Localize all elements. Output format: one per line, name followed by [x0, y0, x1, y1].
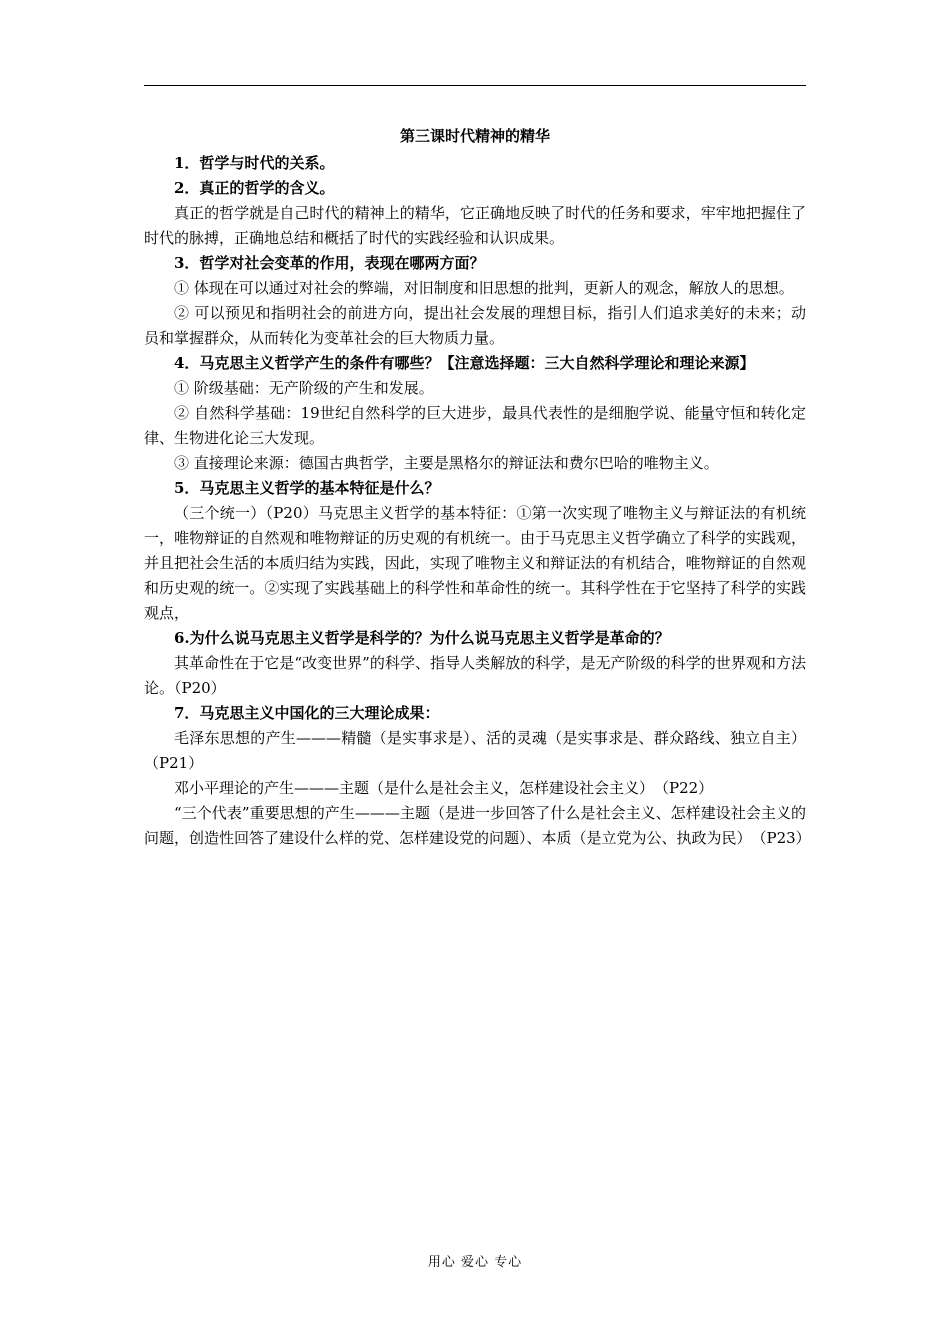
paragraph-three-represents: “三个代表”重要思想的产生———主题（是进一步回答了什么是社会主义、怎样建设社会主义的问题，创造性回答了建设什么样的党、怎样建设党的问题）、本质（是立党为公、执政为民） （P23）	[144, 804, 811, 847]
list-item: ② 可以预见和指明社会的前进方向，提出社会发展的理想目标，指引人们追求美好的未来；动员和掌握群众，从而转化为变革社会的巨大物质力量。	[144, 304, 806, 347]
paragraph-features: （三个统一）（P20）马克思主义哲学的基本特征：①第一次实现了唯物主义与辩证法的有机统一，唯物辩证的自然观和唯物辩证的历史观的有机统一。由于马克思主义哲学确立了科学的实践观，并且把社会生活的本质归结为实践，因此，实现了唯物主义和辩证法的有机结合，唯物辩证的自然观和历史观的统一。②实现了实践基础上的科学性和革命性的统一。其科学性在于它坚持了科学的实践观点，	[144, 504, 806, 622]
heading-4: 4．马克思主义哲学产生的条件有哪些？【注意选择题：三大自然科学理论和理论来源】	[174, 354, 755, 372]
heading-1: 1．哲学与时代的关系。	[174, 154, 335, 172]
heading-2: 2．真正的哲学的含义。	[174, 179, 335, 197]
list-item: ② 自然科学基础：19世纪自然科学的巨大进步，最具代表性的是细胞学说、能量守恒和转化定律、生物进化论三大发现。	[144, 404, 806, 447]
page-footer: 用心 爱心 专心	[427, 1255, 523, 1270]
paragraph-revolutionary: 其革命性在于它是“改变世界”的科学、指导人类解放的科学，是无产阶级的科学的世界观和方法论。（P20）	[144, 654, 806, 697]
heading-5: 5．马克思主义哲学的基本特征是什么？	[174, 479, 440, 497]
list-item: ③ 直接理论来源：德国古典哲学，主要是黑格尔的辩证法和费尔巴哈的唯物主义。	[174, 454, 719, 472]
heading-7: 7．马克思主义中国化的三大理论成果：	[174, 704, 440, 722]
paragraph-mao: 毛泽东思想的产生———精髓（是实事求是）、活的灵魂（是实事求是、群众路线、独立自主）（P21）	[144, 729, 806, 772]
paragraph-definition: 真正的哲学就是自己时代的精神上的精华，它正确地反映了时代的任务和要求，牢牢地把握住了时代的脉搏，正确地总结和概括了时代的实践经验和认识成果。	[144, 204, 806, 247]
heading-6: 6.为什么说马克思主义哲学是科学的？为什么说马克思主义哲学是革命的？	[174, 629, 670, 647]
list-item: ① 体现在可以通过对社会的弊端，对旧制度和旧思想的批判，更新人的观念，解放人的思想。	[174, 279, 794, 297]
header-rule	[144, 85, 806, 86]
heading-3: 3．哲学对社会变革的作用，表现在哪两方面？	[174, 254, 485, 272]
document-body	[144, 124, 811, 851]
page-title: 第三课时代精神的精华	[399, 127, 550, 145]
list-item: ① 阶级基础：无产阶级的产生和发展。	[174, 379, 434, 397]
paragraph-deng: 邓小平理论的产生———主题（是什么是社会主义，怎样建设社会主义） （P22）	[174, 779, 714, 797]
